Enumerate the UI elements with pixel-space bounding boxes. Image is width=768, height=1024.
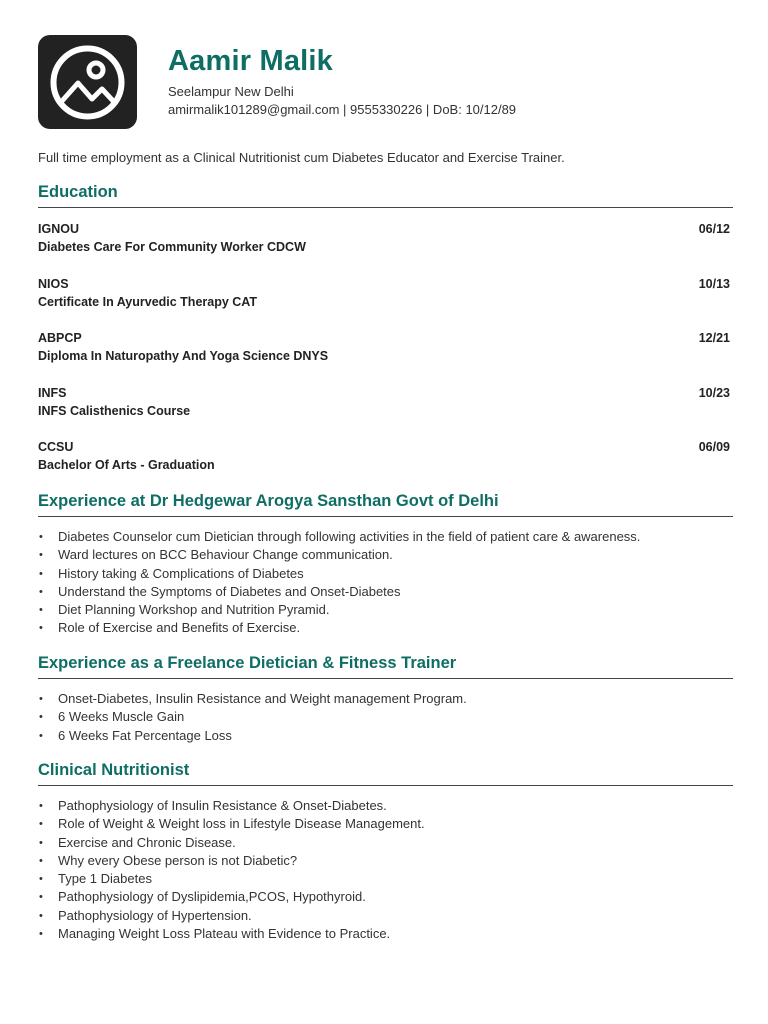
experience-freelance-list bbox=[38, 690, 733, 745]
list-item: • Why every Obese person is not Diabetic? bbox=[38, 852, 733, 870]
list-item: • Ward lectures on BCC Behaviour Change communication. bbox=[38, 546, 733, 564]
education-date: 12/21 bbox=[698, 331, 730, 345]
list-item: • Pathophysiology of Insulin Resistance & Onset-Diabetes. bbox=[38, 797, 733, 815]
list-item: • Managing Weight Loss Plateau with Evidence to Practice. bbox=[38, 925, 733, 943]
education-date: 06/09 bbox=[698, 440, 730, 454]
education-institution: CCSU bbox=[38, 440, 74, 454]
education-course: Diabetes Care For Community Worker CDCW bbox=[38, 240, 306, 254]
resume-header bbox=[38, 35, 730, 130]
list-item: • Role of Weight & Weight loss in Lifestyle Disease Management. bbox=[38, 815, 733, 833]
education-date: 10/13 bbox=[698, 277, 730, 291]
clinical-list bbox=[38, 797, 733, 943]
career-objective: Full time employment as a Clinical Nutritionist cum Diabetes Educator and Exercise Trainer. bbox=[38, 150, 565, 165]
list-item: • Understand the Symptoms of Diabetes and Onset-Diabetes bbox=[38, 583, 733, 601]
education-date: 10/23 bbox=[698, 386, 730, 400]
list-item: • Onset-Diabetes, Insulin Resistance and Weight management Program. bbox=[38, 690, 733, 708]
education-institution: NIOS bbox=[38, 277, 69, 291]
section-title-education: Education bbox=[38, 183, 733, 208]
section-title-clinical-nutritionist: Clinical Nutritionist bbox=[38, 761, 733, 786]
education-date: 06/12 bbox=[698, 222, 730, 236]
education-institution: INFS bbox=[38, 386, 67, 400]
experience-govt-list bbox=[38, 528, 733, 638]
education-institution: IGNOU bbox=[38, 222, 79, 236]
candidate-address: Seelampur New Delhi bbox=[168, 84, 294, 99]
education-institution: ABPCP bbox=[38, 331, 82, 345]
list-item: • Pathophysiology of Hypertension. bbox=[38, 907, 733, 925]
list-item: • Exercise and Chronic Disease. bbox=[38, 834, 733, 852]
list-item: • Diabetes Counselor cum Dietician through following activities in the field of patient care & awareness. bbox=[38, 528, 733, 546]
list-item: • 6 Weeks Fat Percentage Loss bbox=[38, 727, 733, 745]
education-course: Certificate In Ayurvedic Therapy CAT bbox=[38, 295, 258, 309]
section-title-experience-freelance: Experience as a Freelance Dietician & Fitness Trainer bbox=[38, 654, 733, 679]
list-item: • History taking & Complications of Diabetes bbox=[38, 565, 733, 583]
education-course: INFS Calisthenics Course bbox=[38, 404, 191, 418]
candidate-contact: amirmalik101289@gmail.com | 9555330226 | DoB: 10/12/89 bbox=[168, 102, 517, 117]
avatar bbox=[38, 35, 137, 129]
education-course: Diploma In Naturopathy And Yoga Science DNYS bbox=[38, 349, 329, 363]
list-item: • Pathophysiology of Dyslipidemia,PCOS, Hypothyroid. bbox=[38, 888, 733, 906]
section-title-experience-govt: Experience at Dr Hedgewar Arogya Sansthan Govt of Delhi bbox=[38, 492, 733, 517]
list-item: • Type 1 Diabetes bbox=[38, 870, 733, 888]
list-item: • Role of Exercise and Benefits of Exercise. bbox=[38, 619, 733, 637]
education-course: Bachelor Of Arts - Graduation bbox=[38, 458, 215, 472]
candidate-name: Aamir Malik bbox=[168, 45, 333, 77]
list-item: • 6 Weeks Muscle Gain bbox=[38, 708, 733, 726]
list-item: • Diet Planning Workshop and Nutrition Pyramid. bbox=[38, 601, 733, 619]
